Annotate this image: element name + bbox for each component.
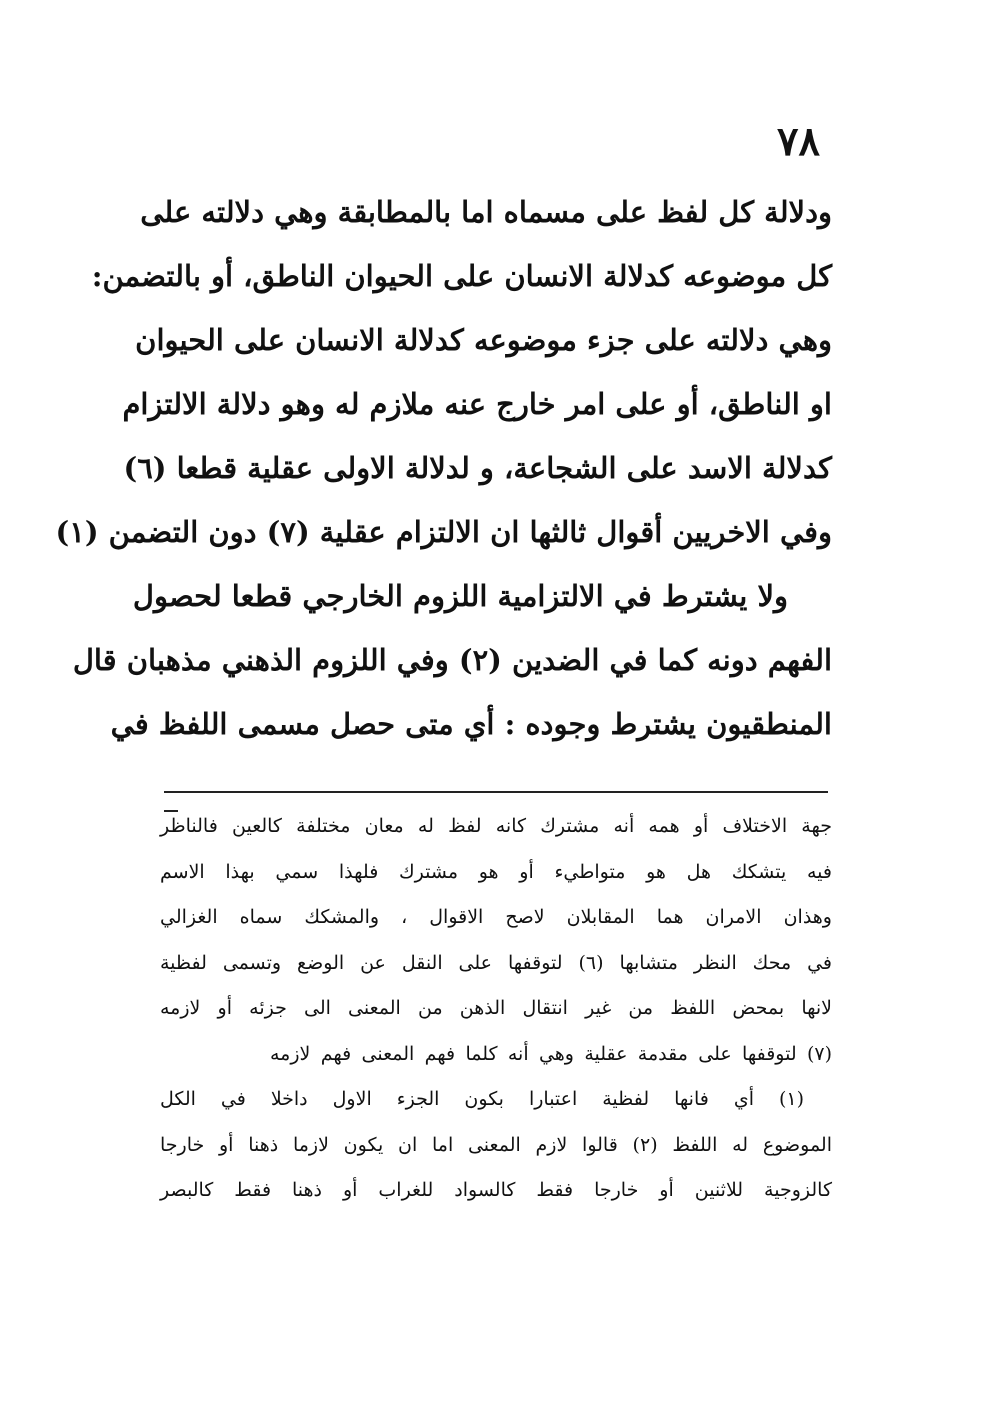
main-text-line: وهي دلالته على جزء موضوعه كدلالة الانسان على الحيوان (135, 323, 832, 357)
main-text-line: المنطقيون يشترط وجوده : أي متى حصل مسمى اللفظ في (110, 707, 832, 741)
main-text-line: الفهم دونه كما في الضدين (٢) وفي اللزوم الذهني مذهبان قال (72, 643, 832, 677)
main-text-line: او الناطق، أو على امر خارج عنه ملازم له وهو دلالة الالتزام (122, 387, 832, 421)
footnote-separator (164, 791, 828, 793)
main-text-line: كدلالة الاسد على الشجاعة، و لدلالة الاولى عقلية قطعا (٦) (123, 451, 832, 485)
footnote-line: لانها بمحض اللفظ من غير انتقال الذهن من المعنى الى جزئه أو لازمه (160, 997, 832, 1019)
main-text-line: كل موضوعه كدلالة الانسان على الحيوان الناطق، أو بالتضمن: (91, 259, 832, 293)
footnote-line: في محك النظر متشابها (٦) لتوقفها على النقل عن الوضع وتسمى لفظية (160, 951, 832, 974)
footnote-line: جهة الاختلاف أو همه أنه مشترك كانه لفظ له معان مختلفة كالعين فالناظر (160, 815, 832, 837)
main-text-line: ولا يشترط في الالتزامية اللزوم الخارجي قطعا لحصول (132, 579, 788, 613)
footnote-line: كالزوجية للاثنين أو خارجا فقط كالسواد للغراب أو ذهنا فقط كالبصر (160, 1179, 832, 1201)
main-text-line: وفي الاخريين أقوال ثالثها ان الالتزام عقلية (٧) دون التضمن (١) (55, 515, 832, 549)
main-text-line: ودلالة كل لفظ على مسماه اما بالمطابقة وهي دلالته على (140, 195, 832, 229)
footnote-line: وهذان الامران هما المقابلان لاصح الاقوال ، والمشكك سماه الغزالي (160, 906, 832, 928)
page-number: ٧٨ (777, 118, 820, 165)
footnote-line: (٧) لتوقفها على مقدمة عقلية وهي أنه كلما فهم المعنى فهم لازمه (270, 1042, 832, 1065)
footnote-line: فيه يتشكك هل هو متواطيء أو هو مشترك فلهذا سمي بهذا الاسم (160, 860, 832, 883)
footnote-line: الموضوع له اللفظ (٢) قالوا لازم المعنى اما ان يكون لازما ذهنا أو خارجا (160, 1133, 832, 1156)
footnotes-block (160, 804, 832, 1214)
main-text-block (55, 180, 832, 756)
footnote-line: (١) أي فانها لفظية اعتبارا بكون الجزء الاول داخلا في الكل (160, 1088, 804, 1110)
